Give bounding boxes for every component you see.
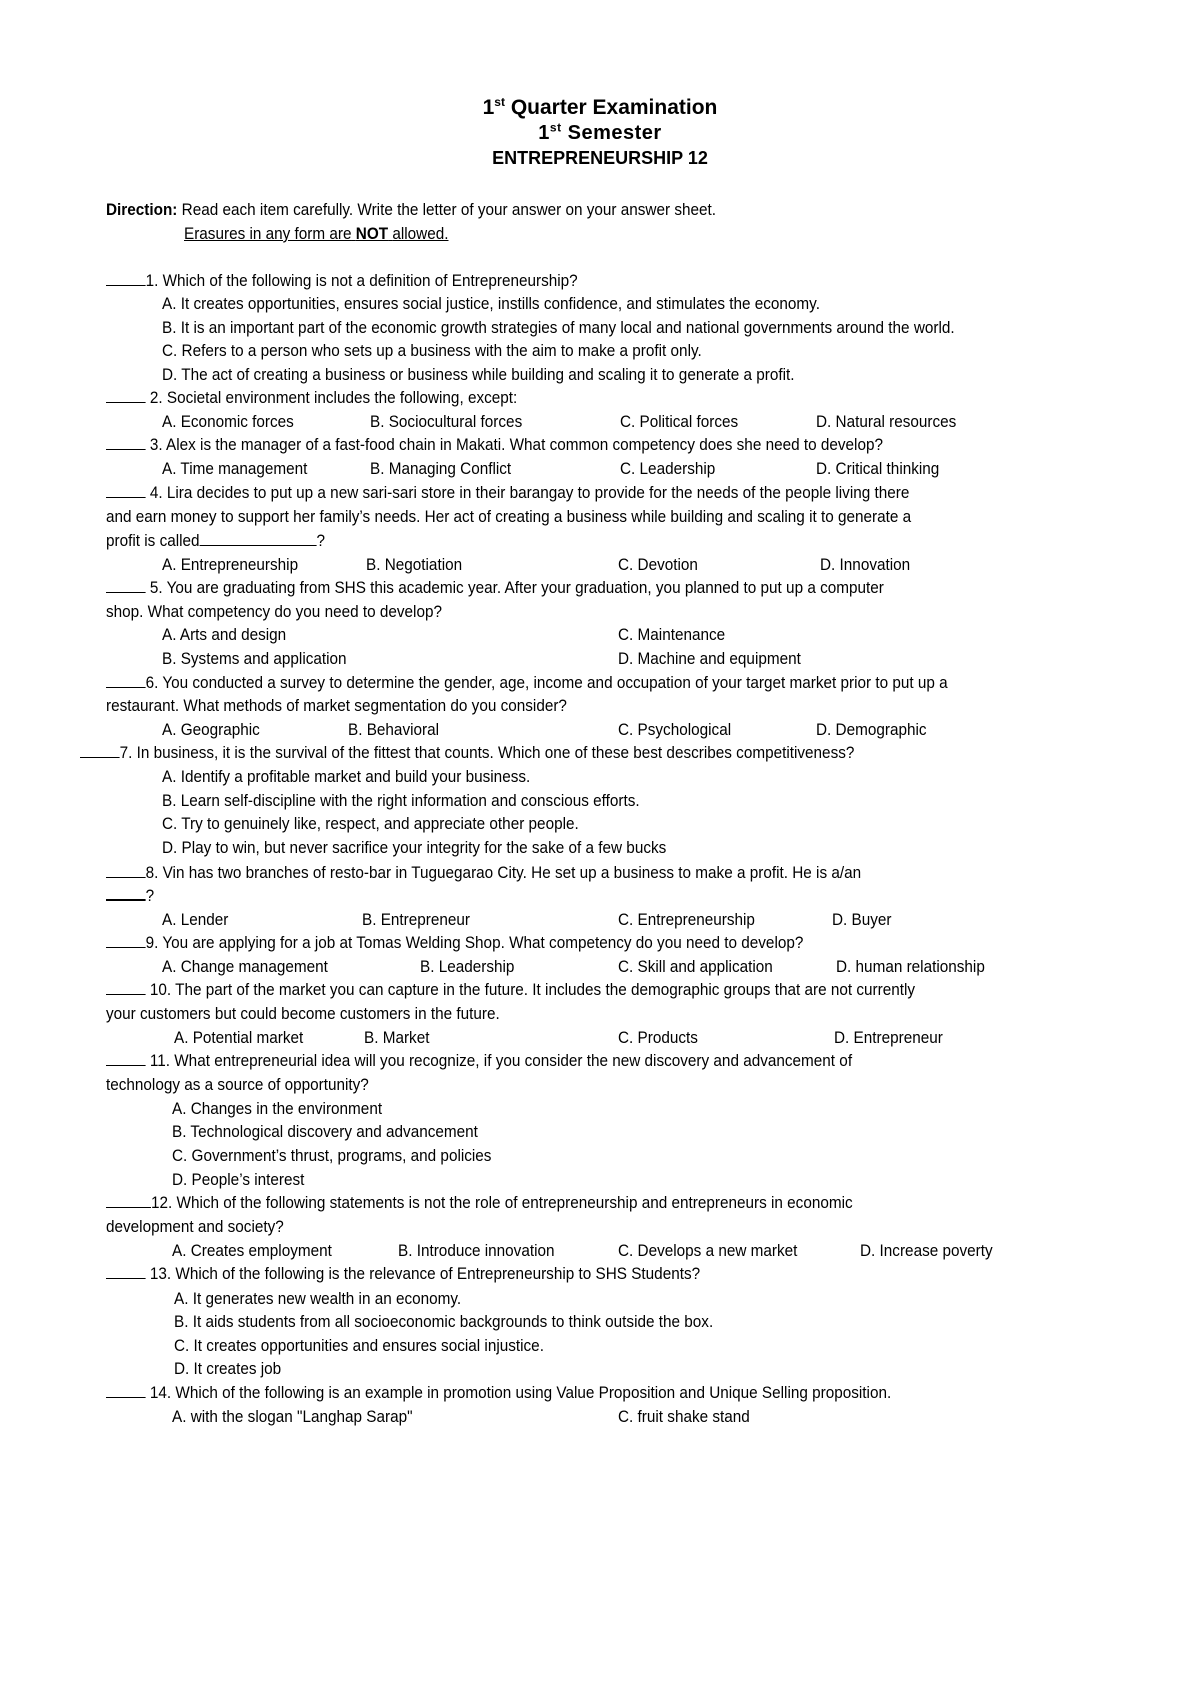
question-8-cont: ? (106, 885, 154, 907)
answer-blank[interactable] (106, 1397, 146, 1398)
q1-choice-a: A. It creates opportunities, ensures social justice, instills confidence, and stimulates the economy. (162, 294, 820, 313)
q1-choice-d: D. The act of creating a business or business while building and scaling it to generate a profit. (162, 365, 795, 384)
q11-choice-c: C. Government’s thrust, programs, and policies (172, 1146, 492, 1165)
answer-blank[interactable] (106, 877, 146, 878)
q13-choice-d: D. It creates job (174, 1359, 282, 1378)
q14-choice-c: C. fruit shake stand (618, 1407, 750, 1426)
exam-title: 1st Quarter Examination (482, 95, 718, 119)
q2-choice-d: D. Natural resources (816, 412, 957, 431)
q3-choice-b: B. Managing Conflict (370, 459, 512, 478)
question-4: 4. Lira decides to put up a new sari-sari store in their barangay to provide for the needs of the people living there (106, 482, 909, 504)
q8-choice-c: C. Entrepreneurship (618, 910, 755, 929)
q14-choice-a: A. with the slogan "Langhap Sarap" (172, 1407, 413, 1426)
answer-blank[interactable] (106, 1278, 146, 1279)
q3-choice-c: C. Leadership (620, 459, 716, 478)
q7-choice-b: B. Learn self-discipline with the right information and conscious efforts. (162, 791, 640, 810)
question-8: 8. Vin has two branches of resto-bar in Tuguegarao City. He set up a business to make a profit. He is a/an (106, 862, 861, 884)
q6-choice-c: C. Psychological (618, 720, 732, 739)
q1-choice-c: C. Refers to a person who sets up a business with the aim to make a profit only. (162, 341, 702, 360)
q6-choice-d: D. Demographic (816, 720, 927, 739)
q7-choice-c: C. Try to genuinely like, respect, and appreciate other people. (162, 814, 579, 833)
q6-choice-b: B. Behavioral (348, 720, 440, 739)
q3-choice-d: D. Critical thinking (816, 459, 940, 478)
answer-blank[interactable] (106, 497, 146, 498)
q3-choice-a: A. Time management (162, 459, 308, 478)
answer-blank[interactable] (106, 592, 146, 593)
q7-choice-d: D. Play to win, but never sacrifice your integrity for the sake of a few bucks (162, 838, 667, 857)
answer-blank[interactable] (106, 285, 146, 286)
q13-choice-a: A. It generates new wealth in an economy. (174, 1289, 462, 1308)
question-13: 13. Which of the following is the relevance of Entrepreneurship to SHS Students? (106, 1263, 700, 1285)
q12-choice-c: C. Develops a new market (618, 1241, 798, 1260)
q11-choice-b: B. Technological discovery and advancement (172, 1122, 478, 1141)
q12-choice-d: D. Increase poverty (860, 1241, 993, 1260)
q5-choice-a: A. Arts and design (162, 625, 287, 644)
q8-choice-b: B. Entrepreneur (362, 910, 471, 929)
q12-choice-a: A. Creates employment (172, 1241, 332, 1260)
q9-choice-b: B. Leadership (420, 957, 515, 976)
q5-choice-d: D. Machine and equipment (618, 649, 801, 668)
exam-semester: 1st Semester (538, 120, 662, 144)
question-4-cont2: profit is called ? (106, 531, 326, 550)
q10-choice-c: C. Products (618, 1028, 698, 1047)
answer-blank[interactable] (106, 449, 146, 450)
q4-choice-a: A. Entrepreneurship (162, 555, 299, 574)
q2-choice-a: A. Economic forces (162, 412, 294, 431)
q1-choice-b: B. It is an important part of the economic growth strategies of many local and national governments around the world. (162, 318, 955, 337)
question-5: 5. You are graduating from SHS this academic year. After your graduation, you planned to put up a computer (106, 577, 884, 599)
question-4-cont: and earn money to support her family’s needs. Her act of creating a business while building and scaling it to generate a (106, 507, 912, 526)
q7-choice-a: A. Identify a profitable market and build your business. (162, 767, 531, 786)
question-14: 14. Which of the following is an example in promotion using Value Proposition and Unique Selling proposition. (106, 1382, 891, 1404)
q11-choice-a: A. Changes in the environment (172, 1099, 383, 1118)
question-1: 1. Which of the following is not a definition of Entrepreneurship? (106, 270, 578, 292)
exam-subject: ENTREPRENEURSHIP 12 (492, 148, 708, 168)
q11-choice-d: D. People’s interest (172, 1170, 305, 1189)
question-3: 3. Alex is the manager of a fast-food chain in Makati. What common competency does she need to develop? (106, 434, 883, 456)
answer-blank[interactable] (106, 687, 146, 688)
question-11: 11. What entrepreneurial idea will you recognize, if you consider the new discovery and advancement of (106, 1050, 852, 1072)
q13-choice-c: C. It creates opportunities and ensures social injustice. (174, 1336, 544, 1355)
question-12: 12. Which of the following statements is not the role of entrepreneurship and entrepreneurs in economic (106, 1192, 853, 1214)
question-10: 10. The part of the market you can capture in the future. It includes the demographic groups that are not currently (106, 979, 915, 1001)
answer-blank[interactable] (106, 947, 146, 948)
question-2: 2. Societal environment includes the following, except: (106, 387, 517, 409)
fill-blank[interactable] (106, 899, 146, 901)
q4-choice-b: B. Negotiation (366, 555, 463, 574)
q6-choice-a: A. Geographic (162, 720, 260, 739)
question-6: 6. You conducted a survey to determine the gender, age, income and occupation of your target market prior to put up a (106, 672, 948, 694)
direction-line: Direction: Read each item carefully. Write the letter of your answer on your answer sheet. (106, 200, 717, 219)
q8-choice-d: D. Buyer (832, 910, 892, 929)
q4-choice-c: C. Devotion (618, 555, 698, 574)
q9-choice-c: C. Skill and application (618, 957, 773, 976)
q5-choice-c: C. Maintenance (618, 625, 726, 644)
direction-note: Erasures in any form are NOT allowed. (184, 224, 449, 243)
question-12-cont: development and society? (106, 1217, 284, 1236)
q10-choice-d: D. Entrepreneur (834, 1028, 943, 1047)
q5-choice-b: B. Systems and application (162, 649, 347, 668)
question-7: 7. In business, it is the survival of the fittest that counts. Which one of these best describes competitiveness? (80, 742, 854, 764)
question-5-cont: shop. What competency do you need to develop? (106, 602, 442, 621)
q9-choice-a: A. Change management (162, 957, 328, 976)
answer-blank[interactable] (106, 402, 146, 403)
answer-blank[interactable] (106, 1207, 151, 1208)
q10-choice-b: B. Market (364, 1028, 430, 1047)
q13-choice-b: B. It aids students from all socioeconomic backgrounds to think outside the box. (174, 1312, 714, 1331)
answer-blank[interactable] (106, 1065, 146, 1066)
q2-choice-b: B. Sociocultural forces (370, 412, 523, 431)
question-6-cont: restaurant. What methods of market segmentation do you consider? (106, 696, 567, 715)
q4-choice-d: D. Innovation (820, 555, 911, 574)
q12-choice-b: B. Introduce innovation (398, 1241, 555, 1260)
q9-choice-d: D. human relationship (836, 957, 985, 976)
q8-choice-a: A. Lender (162, 910, 229, 929)
q2-choice-c: C. Political forces (620, 412, 739, 431)
answer-blank[interactable] (80, 757, 120, 758)
answer-blank[interactable] (106, 994, 146, 995)
question-9: 9. You are applying for a job at Tomas Welding Shop. What competency do you need to develop? (106, 932, 803, 954)
fill-blank[interactable] (200, 545, 317, 546)
question-10-cont: your customers but could become customers in the future. (106, 1004, 500, 1023)
q10-choice-a: A. Potential market (174, 1028, 304, 1047)
question-11-cont: technology as a source of opportunity? (106, 1075, 369, 1094)
